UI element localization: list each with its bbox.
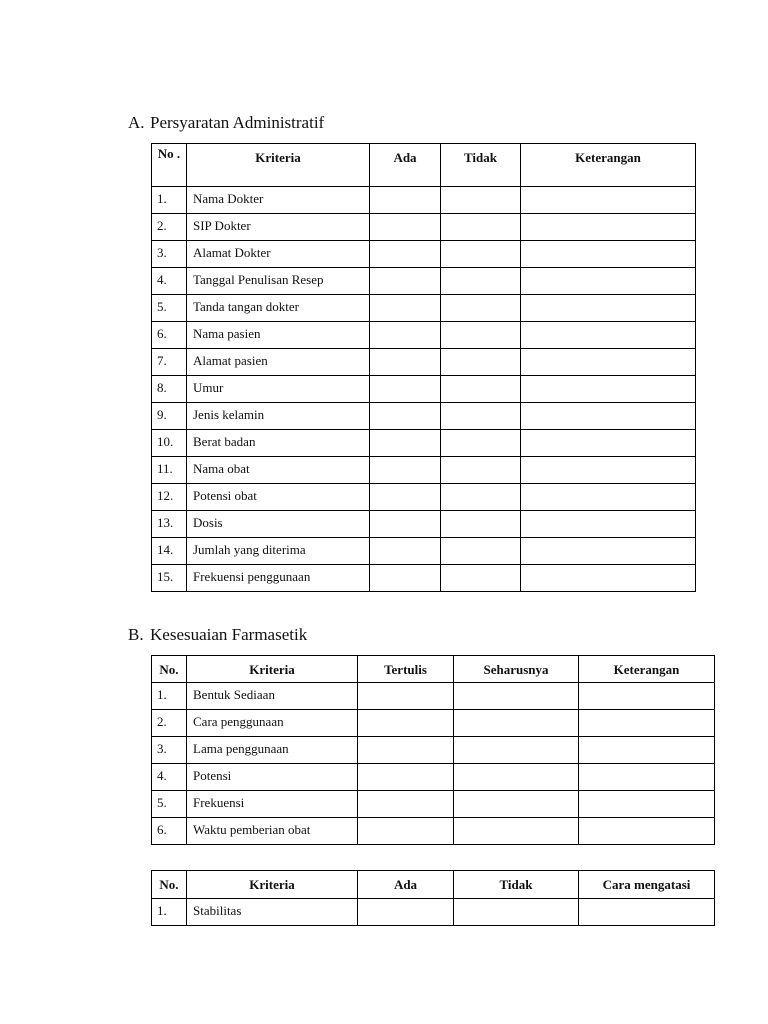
header-keterangan: Keterangan xyxy=(579,656,715,683)
keterangan-cell[interactable] xyxy=(521,484,696,511)
tertulis-cell[interactable] xyxy=(358,818,454,845)
tidak-cell[interactable] xyxy=(441,376,521,403)
header-tidak: Tidak xyxy=(441,144,521,187)
keterangan-cell[interactable] xyxy=(521,403,696,430)
ada-cell[interactable] xyxy=(370,376,441,403)
table-row xyxy=(152,214,696,241)
keterangan-cell[interactable] xyxy=(521,565,696,592)
table-row xyxy=(152,683,715,710)
table-row xyxy=(152,538,696,565)
row-number: 1. xyxy=(152,683,187,710)
row-number: 6. xyxy=(152,818,187,845)
row-number: 2. xyxy=(152,710,187,737)
table-row xyxy=(152,457,696,484)
tidak-cell[interactable] xyxy=(441,241,521,268)
header-ada: Ada xyxy=(370,144,441,187)
keterangan-cell[interactable] xyxy=(521,457,696,484)
table-row xyxy=(152,899,715,926)
tidak-cell[interactable] xyxy=(441,322,521,349)
row-number: 1. xyxy=(152,899,187,926)
row-number: 14. xyxy=(152,538,187,565)
tidak-cell[interactable] xyxy=(441,295,521,322)
table-header-row xyxy=(152,144,696,187)
table-row xyxy=(152,710,715,737)
tidak-cell[interactable] xyxy=(441,457,521,484)
ada-cell[interactable] xyxy=(370,268,441,295)
keterangan-cell[interactable] xyxy=(579,791,715,818)
row-number: 13. xyxy=(152,511,187,538)
table-row xyxy=(152,403,696,430)
row-criteria: Jenis kelamin xyxy=(187,403,370,430)
seharusnya-cell[interactable] xyxy=(454,683,579,710)
ada-cell[interactable] xyxy=(370,430,441,457)
section-a-letter: A. xyxy=(128,113,145,132)
table-row xyxy=(152,818,715,845)
keterangan-cell[interactable] xyxy=(521,214,696,241)
header-seharusnya: Seharusnya xyxy=(454,656,579,683)
cara-mengatasi-cell[interactable] xyxy=(579,899,715,926)
tidak-cell[interactable] xyxy=(441,403,521,430)
tidak-cell[interactable] xyxy=(441,565,521,592)
header-ada: Ada xyxy=(358,871,454,899)
row-number: 9. xyxy=(152,403,187,430)
row-number: 10. xyxy=(152,430,187,457)
seharusnya-cell[interactable] xyxy=(454,791,579,818)
table-row xyxy=(152,764,715,791)
row-criteria: Lama penggunaan xyxy=(187,737,358,764)
ada-cell[interactable] xyxy=(358,899,454,926)
tertulis-cell[interactable] xyxy=(358,710,454,737)
tidak-cell[interactable] xyxy=(441,484,521,511)
row-number: 7. xyxy=(152,349,187,376)
table-row xyxy=(152,187,696,214)
keterangan-cell[interactable] xyxy=(579,710,715,737)
tidak-cell[interactable] xyxy=(441,187,521,214)
ada-cell[interactable] xyxy=(370,322,441,349)
keterangan-cell[interactable] xyxy=(521,241,696,268)
ada-cell[interactable] xyxy=(370,511,441,538)
row-number: 5. xyxy=(152,295,187,322)
table-row xyxy=(152,565,696,592)
table-row xyxy=(152,791,715,818)
tertulis-cell[interactable] xyxy=(358,791,454,818)
header-kriteria: Kriteria xyxy=(187,656,358,683)
row-criteria: Frekuensi penggunaan xyxy=(187,565,370,592)
table-row xyxy=(152,295,696,322)
row-criteria: Berat badan xyxy=(187,430,370,457)
table-row xyxy=(152,268,696,295)
tertulis-cell[interactable] xyxy=(358,683,454,710)
row-criteria: Tanggal Penulisan Resep xyxy=(187,268,370,295)
header-no: No . xyxy=(152,144,187,187)
row-criteria: Potensi xyxy=(187,764,358,791)
table-row xyxy=(152,430,696,457)
keterangan-cell[interactable] xyxy=(521,376,696,403)
section-a-heading xyxy=(128,113,324,133)
tidak-cell[interactable] xyxy=(441,538,521,565)
header-no: No. xyxy=(152,871,187,899)
row-number: 4. xyxy=(152,268,187,295)
row-number: 2. xyxy=(152,214,187,241)
stability-table xyxy=(151,870,715,926)
ada-cell[interactable] xyxy=(370,457,441,484)
header-keterangan: Keterangan xyxy=(521,144,696,187)
ada-cell[interactable] xyxy=(370,214,441,241)
table-row xyxy=(152,737,715,764)
tidak-cell[interactable] xyxy=(441,214,521,241)
table-row xyxy=(152,349,696,376)
pharmaceutical-conformity-table xyxy=(151,655,715,845)
keterangan-cell[interactable] xyxy=(579,737,715,764)
row-criteria: Tanda tangan dokter xyxy=(187,295,370,322)
section-b-title: Kesesuaian Farmasetik xyxy=(150,625,308,644)
tertulis-cell[interactable] xyxy=(358,764,454,791)
table-row xyxy=(152,484,696,511)
row-number: 11. xyxy=(152,457,187,484)
keterangan-cell[interactable] xyxy=(579,818,715,845)
row-criteria: Bentuk Sediaan xyxy=(187,683,358,710)
tidak-cell[interactable] xyxy=(454,899,579,926)
row-criteria: Alamat pasien xyxy=(187,349,370,376)
row-number: 5. xyxy=(152,791,187,818)
keterangan-cell[interactable] xyxy=(521,295,696,322)
table-header-row xyxy=(152,656,715,683)
table-row xyxy=(152,322,696,349)
row-criteria: Nama pasien xyxy=(187,322,370,349)
row-criteria: Nama obat xyxy=(187,457,370,484)
seharusnya-cell[interactable] xyxy=(454,737,579,764)
table-row xyxy=(152,511,696,538)
row-criteria: Potensi obat xyxy=(187,484,370,511)
table-row xyxy=(152,376,696,403)
section-a-title: Persyaratan Administratif xyxy=(150,113,325,132)
tidak-cell[interactable] xyxy=(441,268,521,295)
keterangan-cell[interactable] xyxy=(521,430,696,457)
header-kriteria: Kriteria xyxy=(187,144,370,187)
keterangan-cell[interactable] xyxy=(521,187,696,214)
row-number: 6. xyxy=(152,322,187,349)
row-criteria: Cara penggunaan xyxy=(187,710,358,737)
ada-cell[interactable] xyxy=(370,565,441,592)
tertulis-cell[interactable] xyxy=(358,737,454,764)
header-tidak: Tidak xyxy=(454,871,579,899)
seharusnya-cell[interactable] xyxy=(454,764,579,791)
row-criteria: Umur xyxy=(187,376,370,403)
section-b-heading xyxy=(128,625,307,645)
keterangan-cell[interactable] xyxy=(521,511,696,538)
seharusnya-cell[interactable] xyxy=(454,710,579,737)
row-criteria: SIP Dokter xyxy=(187,214,370,241)
tidak-cell[interactable] xyxy=(441,511,521,538)
ada-cell[interactable] xyxy=(370,538,441,565)
row-number: 3. xyxy=(152,737,187,764)
row-criteria: Jumlah yang diterima xyxy=(187,538,370,565)
row-criteria: Dosis xyxy=(187,511,370,538)
row-criteria: Frekuensi xyxy=(187,791,358,818)
row-criteria: Alamat Dokter xyxy=(187,241,370,268)
administrative-requirements-table xyxy=(151,143,696,592)
keterangan-cell[interactable] xyxy=(521,322,696,349)
keterangan-cell[interactable] xyxy=(579,683,715,710)
row-criteria: Waktu pemberian obat xyxy=(187,818,358,845)
row-number: 8. xyxy=(152,376,187,403)
keterangan-cell[interactable] xyxy=(579,764,715,791)
header-cara-mengatasi: Cara mengatasi xyxy=(579,871,715,899)
keterangan-cell[interactable] xyxy=(521,349,696,376)
table-header-row xyxy=(152,871,715,899)
header-kriteria: Kriteria xyxy=(187,871,358,899)
seharusnya-cell[interactable] xyxy=(454,818,579,845)
header-no: No. xyxy=(152,656,187,683)
row-number: 15. xyxy=(152,565,187,592)
ada-cell[interactable] xyxy=(370,241,441,268)
ada-cell[interactable] xyxy=(370,484,441,511)
header-tertulis: Tertulis xyxy=(358,656,454,683)
ada-cell[interactable] xyxy=(370,295,441,322)
ada-cell[interactable] xyxy=(370,187,441,214)
row-number: 12. xyxy=(152,484,187,511)
tidak-cell[interactable] xyxy=(441,349,521,376)
table-row xyxy=(152,241,696,268)
row-number: 3. xyxy=(152,241,187,268)
row-number: 1. xyxy=(152,187,187,214)
ada-cell[interactable] xyxy=(370,403,441,430)
row-criteria: Stabilitas xyxy=(187,899,358,926)
ada-cell[interactable] xyxy=(370,349,441,376)
section-b-letter: B. xyxy=(128,625,144,644)
tidak-cell[interactable] xyxy=(441,430,521,457)
row-number: 4. xyxy=(152,764,187,791)
keterangan-cell[interactable] xyxy=(521,538,696,565)
keterangan-cell[interactable] xyxy=(521,268,696,295)
row-criteria: Nama Dokter xyxy=(187,187,370,214)
